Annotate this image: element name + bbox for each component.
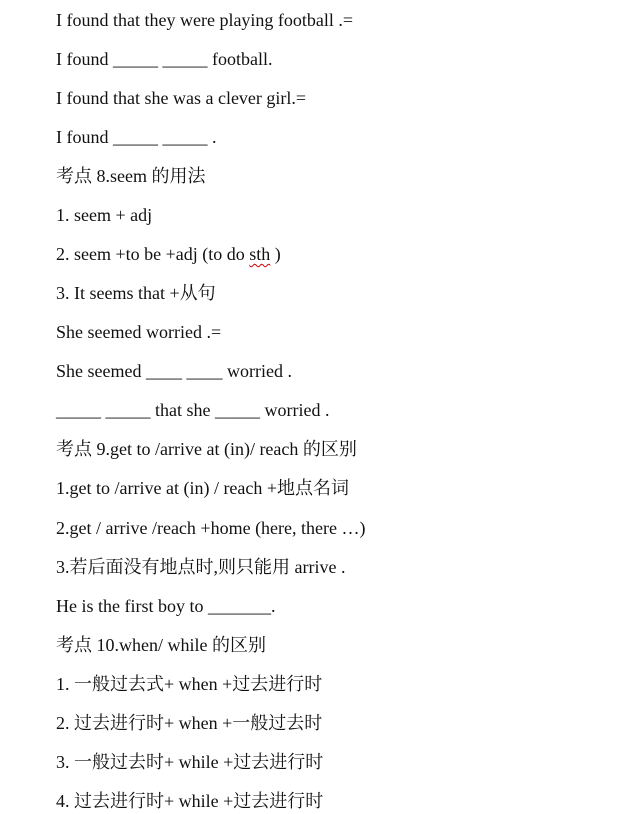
list-item: 2.get / arrive /reach +home (here, there …) [56, 518, 366, 538]
list-item: 1.get to /arrive at (in) / reach +地点名词 [56, 478, 350, 498]
fill-blank-line: I found _____ _____ . [56, 127, 217, 147]
list-item: 4. 过去进行时+ while +过去进行时 [56, 791, 324, 811]
list-item-text: 2. seem +to be +adj (to do [56, 244, 250, 264]
list-item [56, 242, 281, 266]
list-item: 1. seem + adj [56, 205, 153, 225]
list-item: 3. 一般过去时+ while +过去进行时 [56, 752, 324, 772]
list-item: 3. It seems that +从句 [56, 283, 216, 303]
fill-blank-line: He is the first boy to _______. [56, 596, 276, 616]
list-item-text-end: ) [270, 244, 281, 264]
text-line: She seemed worried .= [56, 322, 222, 342]
fill-blank-line: _____ _____ that she _____ worried . [56, 400, 330, 420]
list-item: 3.若后面没有地点时,则只能用 arrive . [56, 557, 346, 577]
text-line: I found that she was a clever girl.= [56, 88, 307, 108]
text-line: I found that they were playing football .= [56, 10, 354, 30]
fill-blank-line: She seemed ____ ____ worried . [56, 361, 292, 381]
section-heading: 考点 8.seem 的用法 [56, 166, 206, 186]
list-item: 1. 一般过去式+ when +过去进行时 [56, 674, 323, 694]
fill-blank-line: I found _____ _____ football. [56, 49, 273, 69]
section-heading: 考点 9.get to /arrive at (in)/ reach 的区别 [56, 439, 357, 459]
spellcheck-word: sth [249, 244, 271, 264]
section-heading: 考点 10.when/ while 的区别 [56, 635, 266, 655]
list-item: 2. 过去进行时+ when +一般过去时 [56, 713, 323, 733]
